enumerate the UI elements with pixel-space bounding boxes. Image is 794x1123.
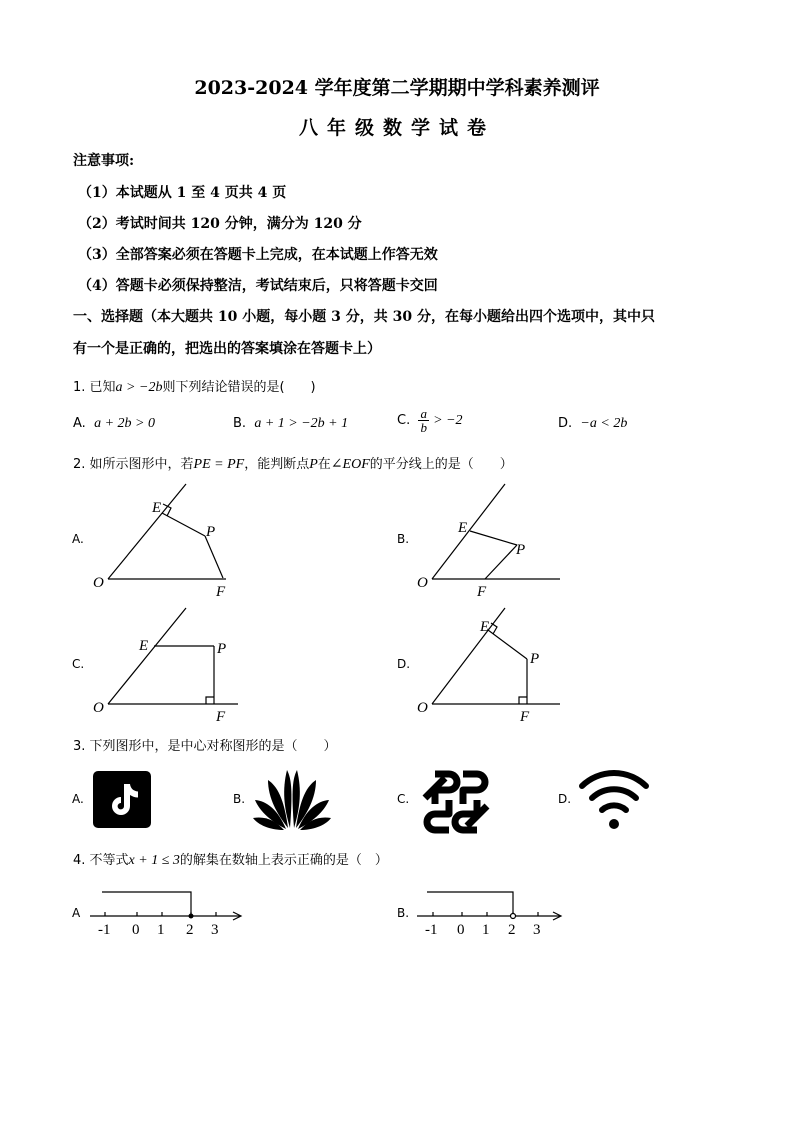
q2-option-c-label[interactable]: C.: [72, 657, 85, 671]
q3-option-a-label[interactable]: A.: [72, 792, 84, 806]
point-f: F: [520, 709, 530, 725]
point-f: F: [216, 709, 226, 725]
q4-inequality: x + 1 ≤ 3: [128, 853, 180, 868]
open-point: [511, 914, 516, 919]
option-letter: A.: [73, 416, 86, 431]
point-o: O: [93, 575, 104, 591]
q3-option-b-label[interactable]: B.: [233, 792, 246, 806]
q2-text: ，能判断点: [244, 457, 310, 472]
number-line-b[interactable]: [405, 885, 580, 940]
q4-prefix: 4. 不等式: [73, 853, 129, 868]
option-expr: −a < 2b: [580, 416, 628, 431]
tick-label: 1: [157, 922, 165, 938]
tick-label: 1: [482, 922, 490, 938]
note-item: （3）全部答案必须在答题卡上完成，在本试题上作答无效: [78, 247, 438, 263]
q2-figures: [0, 470, 794, 730]
point-o: O: [417, 575, 428, 591]
fraction: $\frac{a}{b}$: [420, 406, 427, 435]
q2-option-a-label[interactable]: A.: [72, 532, 84, 546]
question-3: 3. 下列图形中，是中心对称图形的是（ ）: [73, 739, 337, 754]
q1-option-d[interactable]: [558, 416, 627, 432]
q4-option-b-label[interactable]: B.: [397, 906, 410, 920]
point-e: E: [139, 638, 149, 654]
q1-option-a[interactable]: [73, 416, 155, 432]
option-letter: D.: [558, 416, 573, 431]
note-item: （4）答题卡必须保持整洁，考试结束后，只将答题卡交回: [78, 278, 438, 294]
point-p: P: [516, 542, 526, 558]
abstract-logo-icon: [417, 768, 495, 836]
point-p: P: [217, 641, 227, 657]
point-o: O: [417, 700, 428, 716]
section-heading-cont: 有一个是正确的，把选出的答案填涂在答题卡上）: [73, 341, 381, 357]
point-e: E: [480, 619, 490, 635]
question-1: [73, 376, 316, 396]
tiktok-logo-icon: [93, 771, 151, 828]
q2-prefix: 2. 如所示图形中，若: [73, 457, 194, 472]
note-item: （1）本试题从 1 至 4 页共 4 页: [78, 185, 287, 201]
notes-heading: 注意事项:: [73, 153, 135, 169]
point-o: O: [93, 700, 104, 716]
option-expr: a + 2b > 0: [94, 416, 155, 431]
q2-option-b-label[interactable]: B.: [397, 532, 410, 546]
q2-suffix: 的平分线上的是（ ）: [369, 457, 513, 472]
tick-label: 3: [533, 922, 541, 938]
q2-text: 在: [317, 457, 331, 472]
section-heading: 一、选择题（本大题共 10 小题，每小题 3 分，共 30 分，在每小题给出四个选项中，其中只: [73, 309, 655, 325]
number-line-a[interactable]: [80, 885, 255, 940]
q3-option-c-label[interactable]: C.: [397, 792, 410, 806]
point-e: E: [458, 520, 468, 536]
tick-label: 2: [186, 922, 194, 938]
figure-d[interactable]: [432, 608, 560, 704]
tick-label: 2: [508, 922, 516, 938]
q1-suffix: 则下列结论错误的是( ): [162, 380, 316, 395]
tick-label: -1: [98, 922, 111, 938]
question-4: [73, 849, 388, 869]
tick-label: 0: [457, 922, 465, 938]
exam-title: 2023-2024 学年度第二学期期中学科素养测评: [194, 77, 600, 99]
q4-option-a-label[interactable]: A: [72, 906, 81, 920]
q2-option-d-label[interactable]: D.: [397, 657, 411, 671]
option-letter: B.: [233, 416, 247, 431]
huawei-logo-icon: [252, 768, 332, 830]
q4-suffix: 的解集在数轴上表示正确的是（ ）: [179, 853, 388, 868]
figure-b[interactable]: [432, 484, 560, 579]
q1-option-b[interactable]: [233, 416, 348, 432]
tick-label: 3: [211, 922, 219, 938]
note-item: （2）考试时间共 120 分钟，满分为 120 分: [78, 216, 362, 232]
option-expr: > −2: [433, 413, 463, 428]
q1-option-c[interactable]: [397, 407, 463, 434]
point-e: E: [152, 500, 162, 516]
q2-condition: PE = PF: [193, 457, 245, 472]
exam-subtitle: 八年级数学试卷: [298, 117, 495, 139]
q1-condition: a > −2b: [115, 380, 163, 395]
q2-angle: ∠EOF: [330, 457, 370, 472]
q3-option-d-label[interactable]: D.: [558, 792, 572, 806]
point-p: P: [530, 651, 540, 667]
point-f: F: [216, 584, 226, 600]
wifi-icon: [578, 768, 650, 830]
tick-label: -1: [425, 922, 438, 938]
q1-prefix: 1. 已知: [73, 380, 116, 395]
tick-label: 0: [132, 922, 140, 938]
option-expr: a + 1 > −2b + 1: [254, 416, 349, 431]
closed-point: [189, 914, 194, 919]
point-f: F: [477, 584, 487, 600]
point-p: P: [206, 524, 216, 540]
option-letter: C.: [397, 413, 411, 428]
q2-point: P: [309, 457, 318, 472]
